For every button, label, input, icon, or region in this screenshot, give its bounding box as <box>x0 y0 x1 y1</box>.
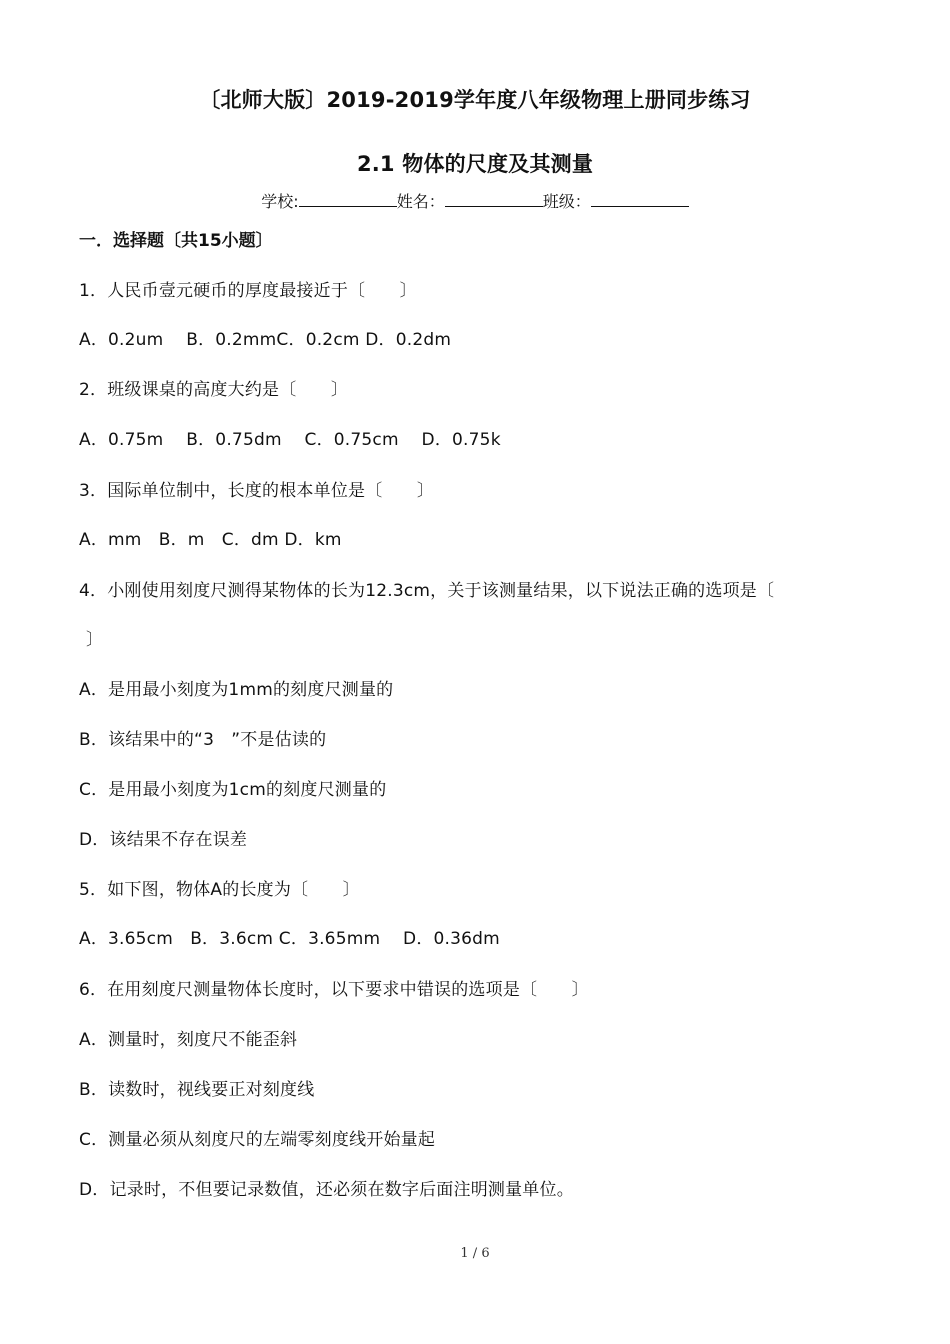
question-1: 1．人民币壹元硬币的厚度最接近于〔 〕 <box>79 281 417 301</box>
school-label: 学校: <box>261 192 299 211</box>
question-4-option-c: C．是用最小刻度为1cm的刻度尺测量的 <box>79 780 387 800</box>
question-4-option-d: D．该结果不存在误差 <box>79 830 248 850</box>
question-6-option-c: C．测量必须从刻度尺的左端零刻度线开始量起 <box>79 1130 436 1150</box>
question-2-options: A．0.75m B．0.75dm C．0.75cm D．0.75k <box>79 430 501 450</box>
section-heading: 一．选择题〔共15小题〕 <box>79 231 273 251</box>
question-3: 3．国际单位制中，长度的根本单位是〔 〕 <box>79 481 435 501</box>
question-4-continuation: 〕 <box>86 630 104 650</box>
question-3-options: A．mm B．m C．dm D．km <box>79 530 342 550</box>
question-4: 4．小刚使用刻度尺测得某物体的长为12.3cm，关于该测量结果，以下说法正确的选项是〔 <box>79 581 775 601</box>
question-4-option-a: A．是用最小刻度为1mm的刻度尺测量的 <box>79 680 394 700</box>
name-label: 姓名： <box>396 192 445 211</box>
question-6-option-d: D．记录时，不但要记录数值，还必须在数字后面注明测量单位。 <box>79 1180 574 1200</box>
question-6-option-b: B．读数时，视线要正对刻度线 <box>79 1080 315 1100</box>
page-number: 1 / 6 <box>460 1246 490 1261</box>
student-info-line <box>0 189 950 212</box>
name-blank <box>445 192 543 207</box>
school-blank <box>299 192 397 207</box>
question-6: 6．在用刻度尺测量物体长度时，以下要求中错误的选项是〔 〕 <box>79 980 589 1000</box>
document-title: 〔北师大版〕2019-2019学年度八年级物理上册同步练习 <box>199 88 751 112</box>
question-5-options: A．3.65cm B．3.6cm C．3.65mm D．0.36dm <box>79 929 500 949</box>
lesson-title: 2.1 物体的尺度及其测量 <box>356 152 594 176</box>
question-2: 2．班级课桌的高度大约是〔 〕 <box>79 380 349 400</box>
class-blank <box>591 192 689 207</box>
class-label: 班级： <box>542 192 591 211</box>
question-1-options: A．0.2um B．0.2mmC．0.2cm D．0.2dm <box>79 330 452 350</box>
question-6-option-a: A．测量时，刻度尺不能歪斜 <box>79 1030 298 1050</box>
question-5: 5．如下图，物体A的长度为〔 〕 <box>79 880 360 900</box>
question-4-option-b: B．该结果中的“3 ”不是估读的 <box>79 730 327 750</box>
